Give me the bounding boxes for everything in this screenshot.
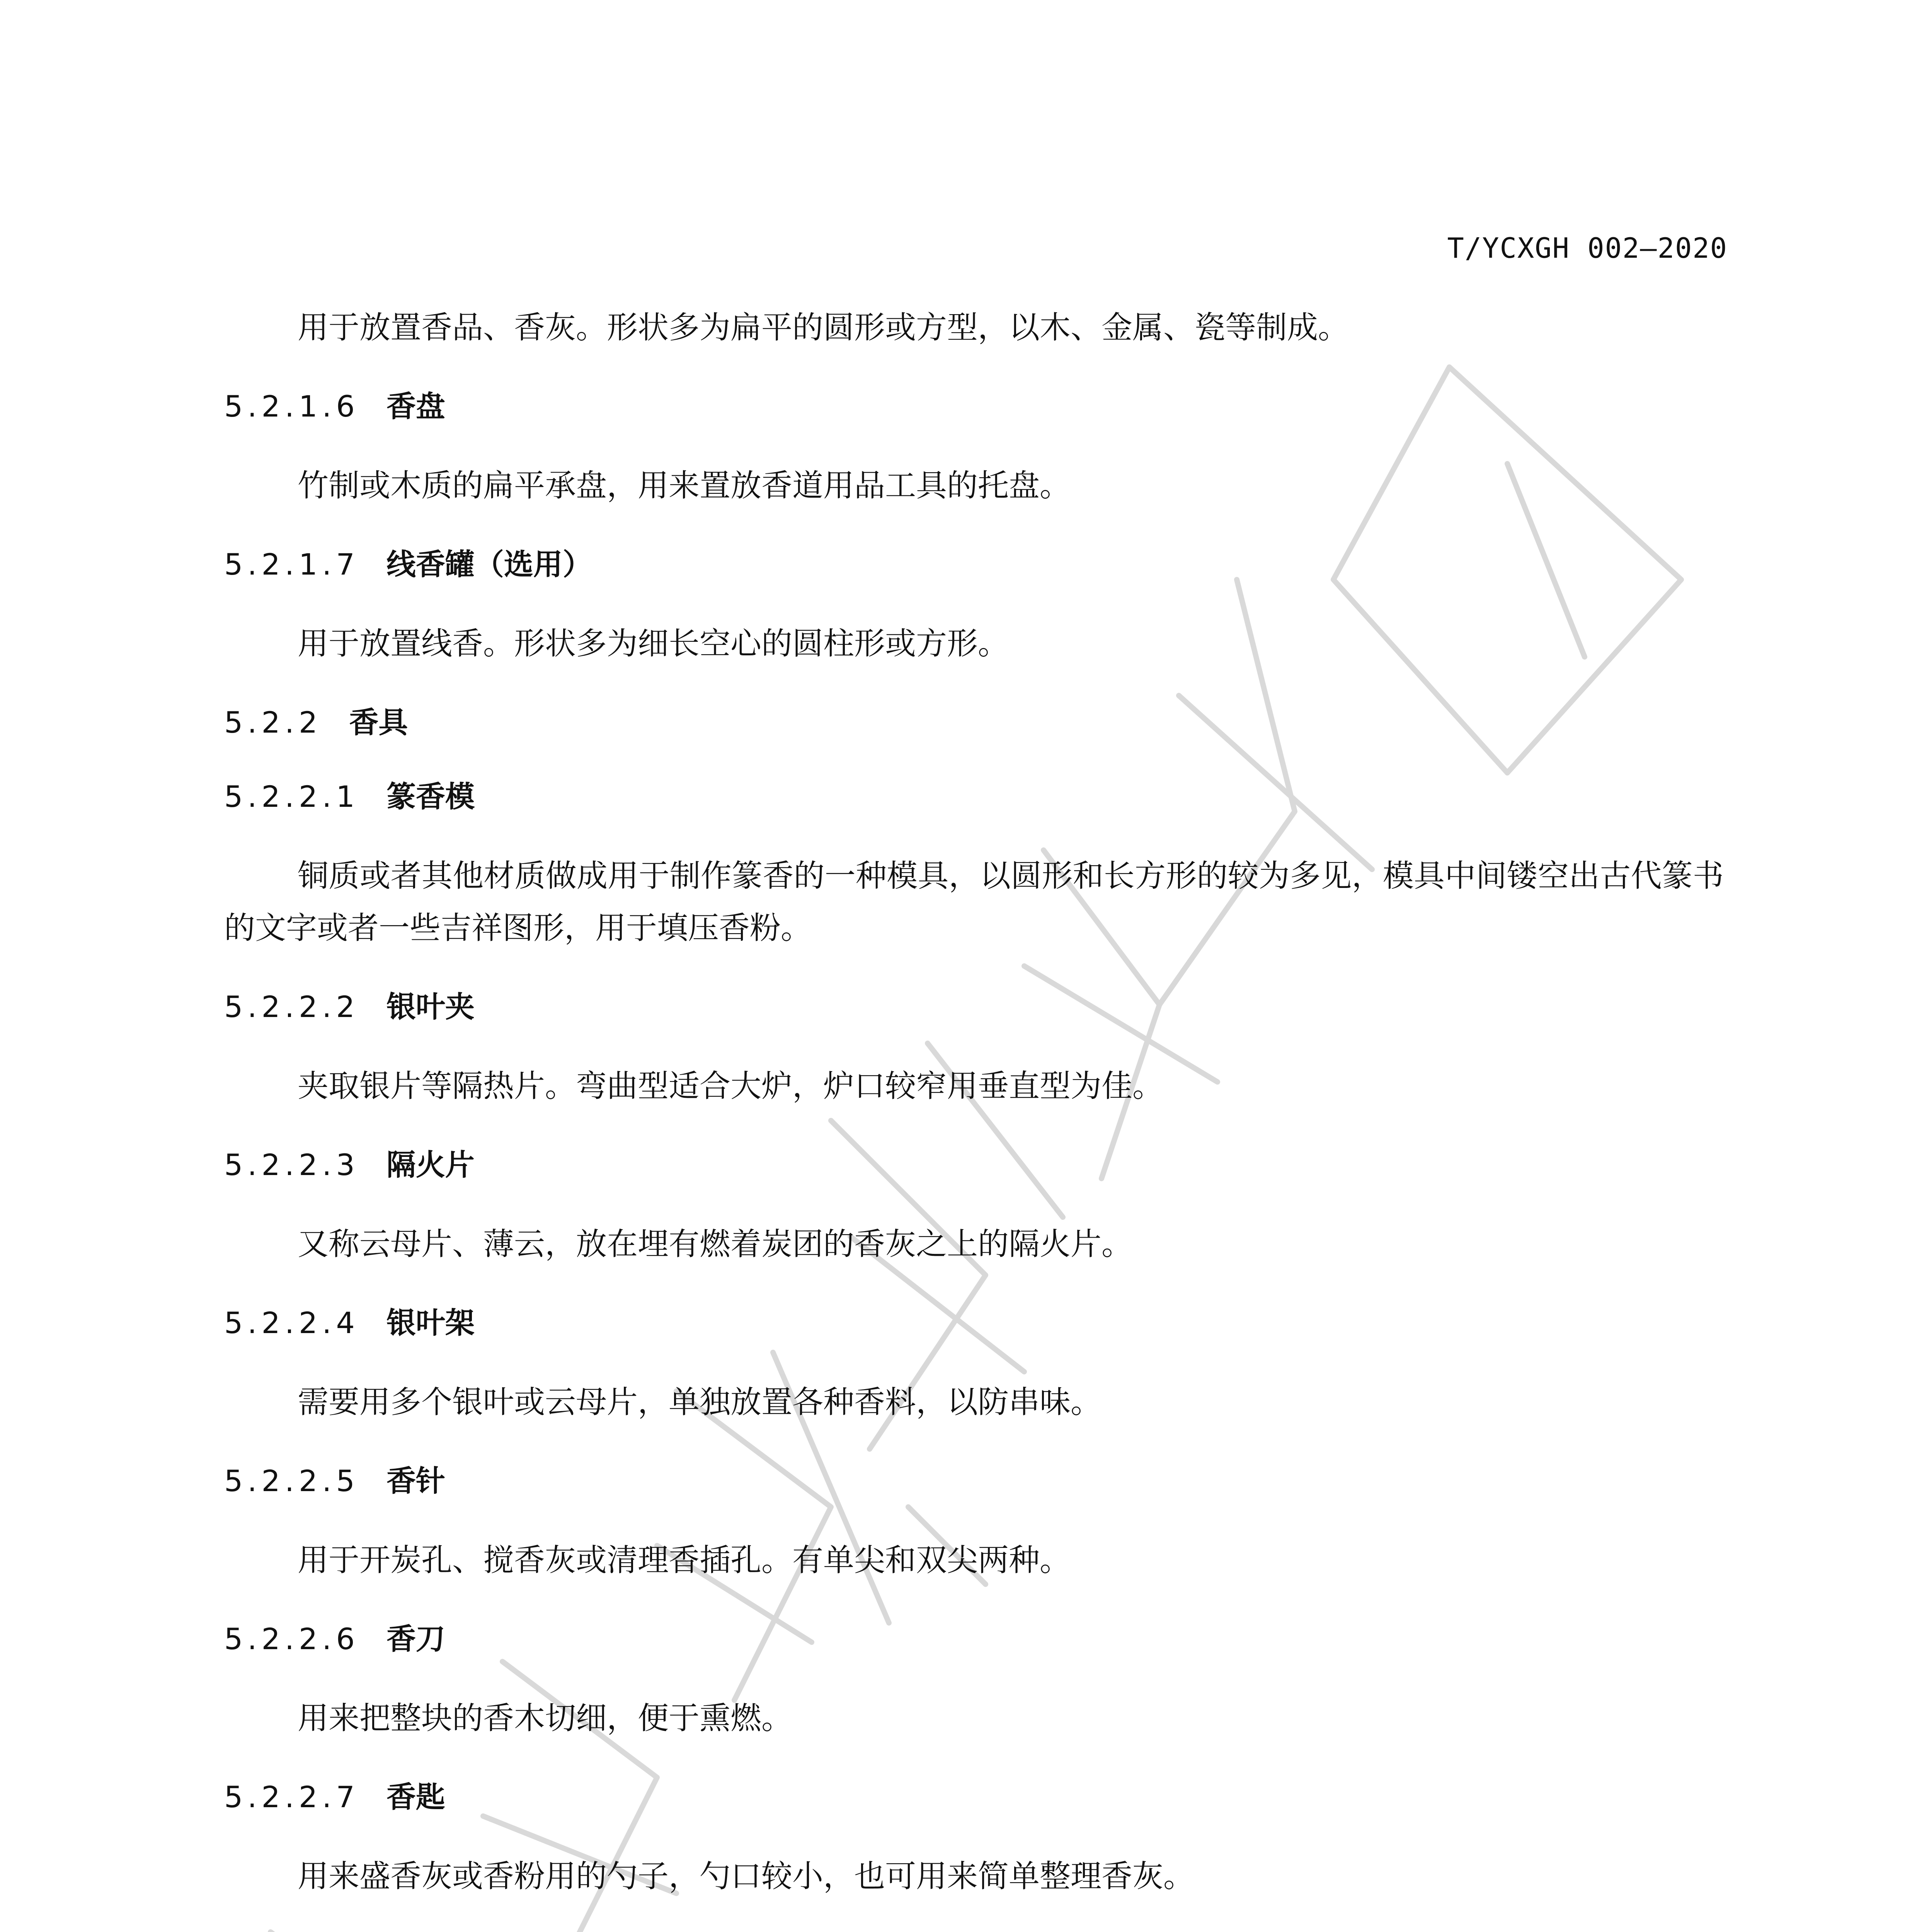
- body-paragraph: 用于放置香品、香灰。形状多为扁平的圆形或方型，以木、金属、瓷等制成。: [298, 310, 1349, 345]
- section-title: 香盘: [386, 389, 445, 423]
- body-paragraph: 用于开炭孔、搅香灰或清理香插孔。有单尖和双尖两种。: [298, 1542, 1071, 1578]
- section-number: 5.2.2.4: [224, 1306, 359, 1340]
- section-title: 香刀: [386, 1622, 445, 1656]
- document-body: [224, 301, 1724, 1932]
- section-number: 5.2.1.6: [224, 389, 359, 423]
- section-heading: [224, 1302, 1724, 1344]
- section-title: 隔火片: [386, 1148, 475, 1182]
- section-number: 5.2.2.1: [224, 779, 359, 814]
- section-number: 5.2.2.5: [224, 1464, 359, 1498]
- section-number: 5.2.2.3: [224, 1148, 359, 1182]
- section-number: 5.2.1.7: [224, 547, 359, 582]
- body-paragraph: 夹取银片等隔热片。弯曲型适合大炉，炉口较窄用垂直型为佳。: [298, 1068, 1163, 1104]
- section-heading: [224, 1460, 1724, 1502]
- section-title: 香针: [386, 1464, 445, 1498]
- body-paragraph: 铜质或者其他材质做成用于制作篆香的一种模具，以圆形和长方形的较为多见，模具中间镂空出古代篆书的文字或者一些吉祥图形，用于填压香粉。: [224, 858, 1724, 946]
- section-title: 银叶架: [386, 1306, 475, 1340]
- body-paragraph: 又称云母片、薄云，放在埋有燃着炭团的香灰之上的隔火片。: [298, 1226, 1132, 1262]
- section-number: 5.2.2.2: [224, 990, 359, 1024]
- body-paragraph: 需要用多个银叶或云母片，单独放置各种香料，以防串味。: [298, 1384, 1102, 1420]
- body-paragraph: 用来盛香灰或香粉用的勺子，勺口较小，也可用来简单整理香灰。: [298, 1858, 1194, 1894]
- body-paragraph: 用来把整块的香木切细，便于熏燃。: [298, 1700, 792, 1736]
- body-paragraph: 竹制或木质的扁平承盘，用来置放香道用品工具的托盘。: [298, 468, 1071, 503]
- section-heading: [224, 776, 1724, 818]
- document-code: T/YCXGH 002—2020: [1447, 232, 1728, 264]
- section-heading: [224, 1618, 1724, 1660]
- section-heading: [224, 986, 1724, 1028]
- section-heading: [224, 701, 1724, 744]
- section-heading: [224, 385, 1724, 428]
- section-heading: [224, 1144, 1724, 1186]
- section-number: 5.2.2: [224, 705, 322, 740]
- section-title: 篆香模: [386, 779, 475, 814]
- section-heading: [224, 1776, 1724, 1818]
- section-title: 银叶夹: [386, 990, 475, 1024]
- body-paragraph: 用于放置线香。形状多为细长空心的圆柱形或方形。: [298, 626, 1009, 662]
- section-title: 香匙: [386, 1780, 445, 1814]
- section-number: 5.2.2.7: [224, 1780, 359, 1814]
- section-heading: [224, 543, 1724, 586]
- section-title: 香具: [349, 705, 408, 740]
- section-title: 线香罐（选用）: [386, 547, 592, 582]
- section-number: 5.2.2.6: [224, 1622, 359, 1656]
